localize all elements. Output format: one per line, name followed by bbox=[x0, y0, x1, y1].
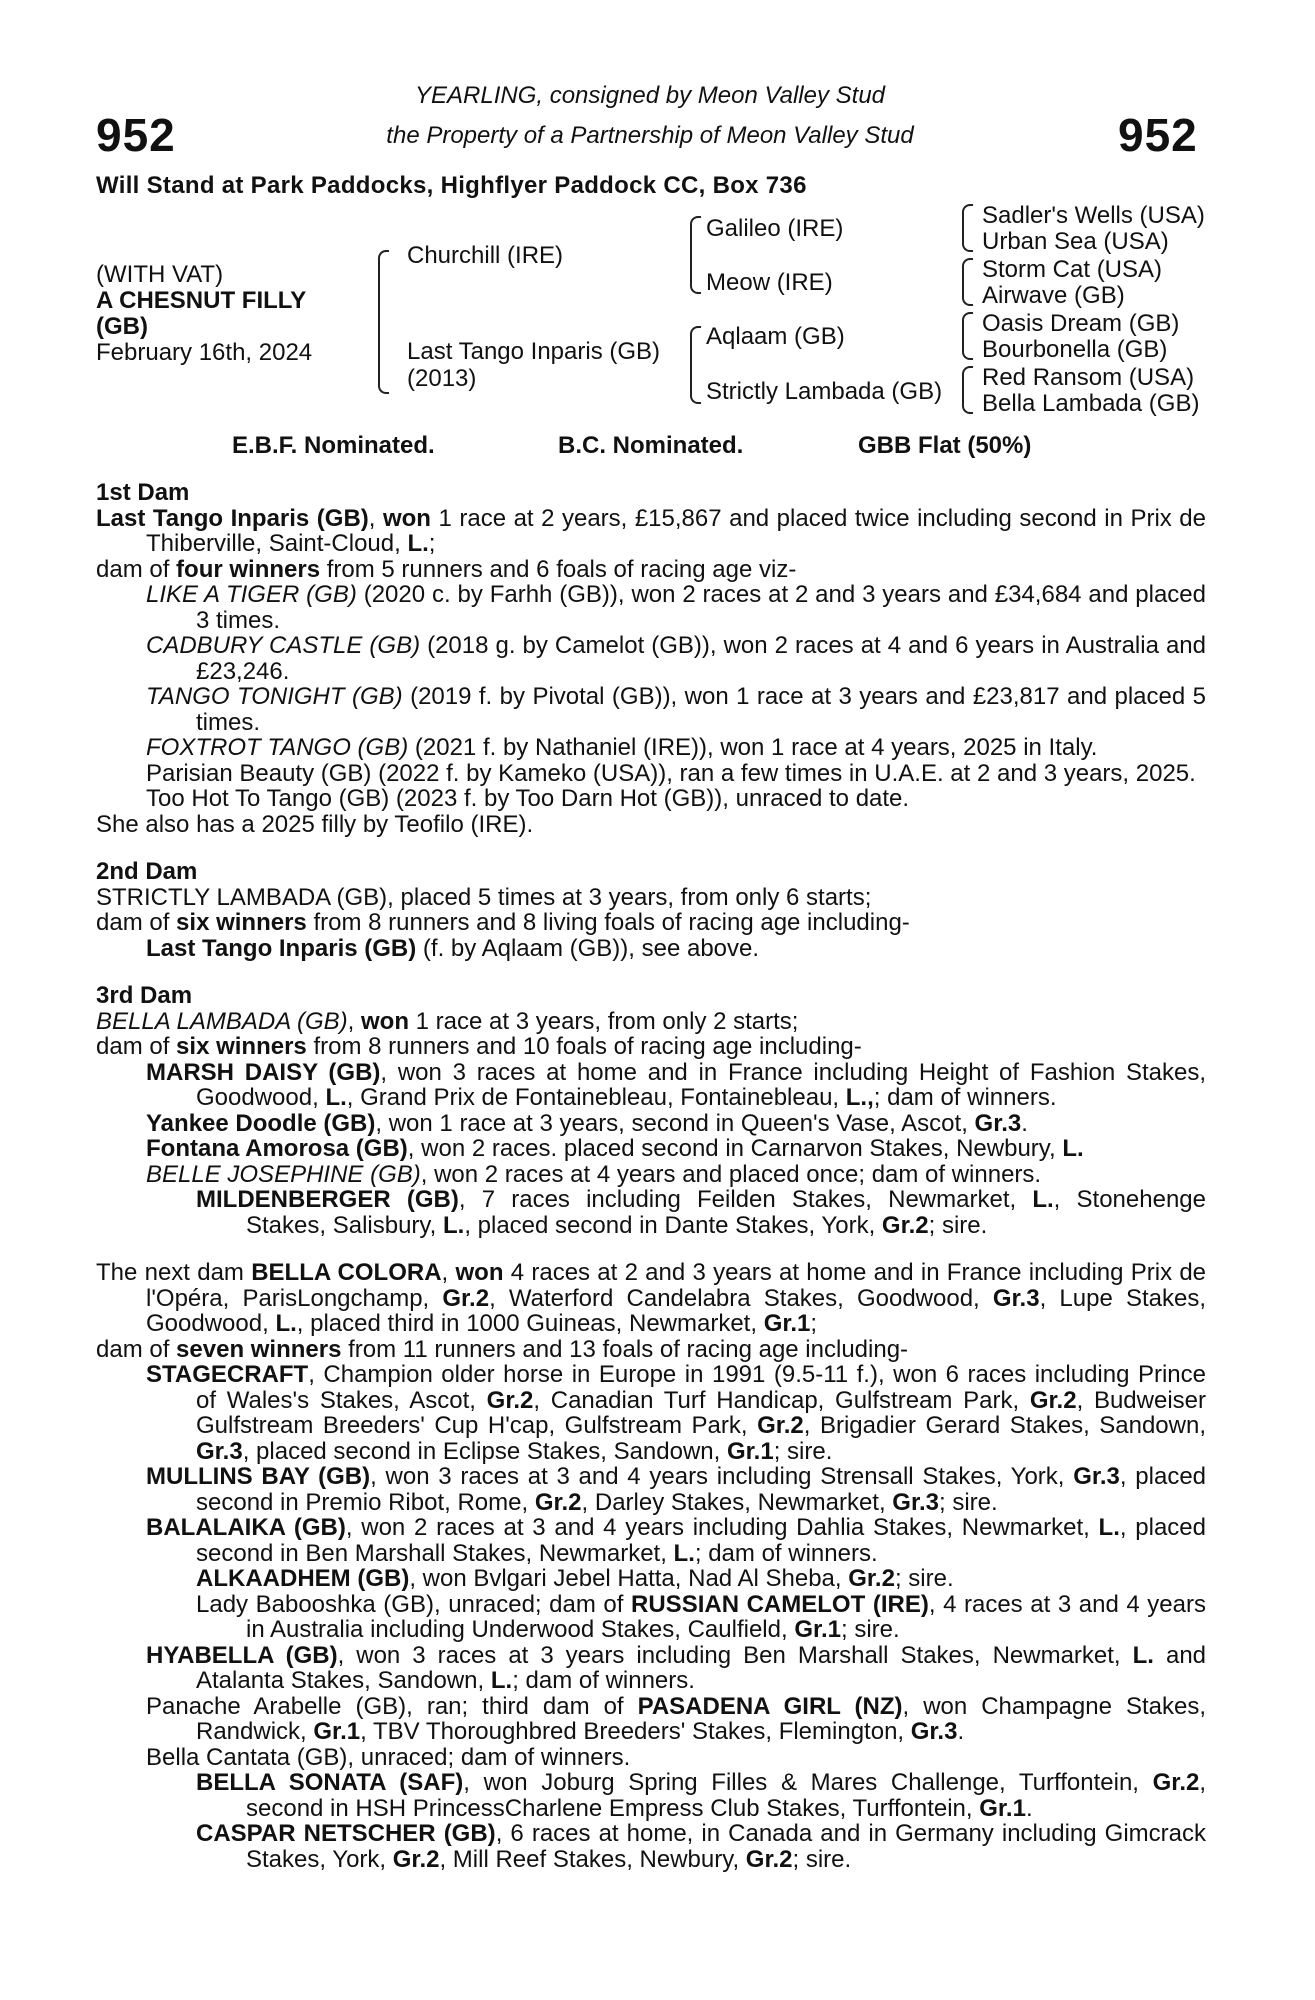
produce-item: MULLINS BAY (GB), won 3 races at 3 and 4 years including Strensall Stakes, York, Gr.3, placed second in Premio Ribot, Rome, Gr.2, Darley Stakes, Newmarket, Gr.3; sire. bbox=[146, 1463, 1207, 1516]
lot-number-left: 952 bbox=[96, 109, 176, 161]
dam-dam: Strictly Lambada (GB) bbox=[706, 378, 943, 405]
second-dam-produce-summary: dam of six winners from 8 runners and 8 living foals of racing age including- bbox=[96, 909, 910, 936]
consignment-line-2: the Property of a Partnership of Meon Valley Stud bbox=[386, 122, 914, 149]
foaling-date: February 16th, 2024 bbox=[96, 339, 313, 366]
g3-1: Sadler's Wells (USA) bbox=[982, 202, 1205, 229]
produce-item: TANGO TONIGHT (GB) (2019 f. by Pivotal (GB)), won 1 race at 3 years and £23,817 and placed 5 times. bbox=[146, 683, 1207, 736]
consignment-line-1: YEARLING, consigned by Meon Valley Stud bbox=[414, 82, 886, 109]
dam-year: (2013) bbox=[407, 365, 477, 392]
third-dam-record: BELLA LAMBADA (GB), won 1 race at 3 years, from only 2 starts; bbox=[96, 1007, 799, 1035]
third-dam-produce-summary: dam of six winners from 8 runners and 10 foals of racing age including- bbox=[96, 1033, 862, 1060]
second-dam-heading: 2nd Dam bbox=[96, 858, 198, 885]
g3-brace-4 bbox=[962, 366, 973, 414]
sire-parents-brace bbox=[690, 216, 701, 294]
produce-item: STAGECRAFT, Champion older horse in Europe in 1991 (9.5-11 f.), won 6 races including Prince of Wales's Stakes, Ascot, Gr.2, Canadian Turf Handicap, Gulfstream Park, Gr.2, Budweiser Gulfstream Breeders' Cup H'cap, Gulfstream Park, Gr.2, Brigadier Gerard Stakes, Sandown, Gr.3, placed second in Eclipse Stakes, Sandown, Gr.1; sire. bbox=[146, 1361, 1206, 1465]
sire-dam-brace bbox=[378, 250, 389, 394]
third-dam-heading: 3rd Dam bbox=[96, 982, 193, 1009]
sire: Churchill (IRE) bbox=[407, 242, 564, 269]
produce-item: CASPAR NETSCHER (GB), 6 races at home, in Canada and in Germany including Gimcrack Stakes, York, Gr.2, Mill Reef Stakes, Newbury, Gr.2; sire. bbox=[196, 1820, 1206, 1873]
g3-3: Storm Cat (USA) bbox=[982, 256, 1163, 283]
produce-item: BALALAIKA (GB), won 2 races at 3 and 4 years including Dahlia Stakes, Newmarket, L., placed second in Ben Marshall Stakes, Newmarket, L.; dam of winners. bbox=[146, 1514, 1206, 1567]
stand-location: Will Stand at Park Paddocks, Highflyer Paddock CC, Box 736 bbox=[96, 172, 807, 199]
g3-7: Red Ransom (USA) bbox=[982, 364, 1195, 391]
sire-dam: Meow (IRE) bbox=[706, 269, 833, 296]
produce-item: FOXTROT TANGO (GB) (2021 f. by Nathaniel (IRE)), won 1 race at 4 years, 2025 in Italy. bbox=[146, 734, 1098, 761]
first-dam-produce-summary: dam of four winners from 5 runners and 6 foals of racing age viz- bbox=[96, 555, 797, 583]
produce-item: BELLA SONATA (SAF), won Joburg Spring Filles & Mares Challenge, Turffontein, Gr.2, second in HSH PrincessCharlene Empress Club Stakes, Turffontein, Gr.1. bbox=[196, 1769, 1207, 1822]
bc-nomination: B.C. Nominated. bbox=[558, 432, 744, 459]
first-dam-record: Last Tango Inparis (GB), won 1 race at 2 years, £15,867 and placed twice including second in Prix de Thiberville, Saint-Cloud, L.; bbox=[96, 504, 1207, 557]
produce-item: Yankee Doodle (GB), won 1 race at 3 years, second in Queen's Vase, Ascot, Gr.3. bbox=[146, 1109, 1028, 1137]
horse-name: A CHESNUT FILLY bbox=[96, 287, 307, 314]
g3-brace-3 bbox=[962, 312, 973, 360]
produce-item: Fontana Amorosa (GB), won 2 races. placed second in Carnarvon Stakes, Newbury, L. bbox=[146, 1135, 1084, 1162]
first-dam-heading: 1st Dam bbox=[96, 479, 190, 506]
next-dam-record: The next dam BELLA COLORA, won 4 races at 2 and 3 years at home and in France including Prix de l'Opéra, ParisLongchamp, Gr.2, Waterford Candelabra Stakes, Goodwood, Gr.3, Lupe Stakes, Goodwood, L., placed third in 1000 Guineas, Newmarket, Gr.1; bbox=[96, 1259, 1207, 1337]
g3-4: Airwave (GB) bbox=[982, 282, 1125, 309]
produce-item: ALKAADHEM (GB), won Bvlgari Jebel Hatta, Nad Al Sheba, Gr.2; sire. bbox=[196, 1565, 954, 1592]
produce-item: Lady Babooshka (GB), unraced; dam of RUSSIAN CAMELOT (IRE), 4 races at 3 and 4 years in Australia including Underwood Stakes, Caulfield, Gr.1; sire. bbox=[196, 1590, 1206, 1643]
g3-2: Urban Sea (USA) bbox=[982, 228, 1169, 255]
produce-item: Parisian Beauty (GB) (2022 f. by Kameko (USA)), ran a few times in U.A.E. at 2 and 3 years, 2025. bbox=[146, 759, 1196, 787]
lot-number-right: 952 bbox=[1118, 109, 1198, 161]
next-dam-produce-summary: dam of seven winners from 11 runners and 13 foals of racing age including- bbox=[96, 1335, 909, 1363]
produce-item: CADBURY CASTLE (GB) (2018 g. by Camelot (GB)), won 2 races at 4 and 6 years in Australia and £23,246. bbox=[146, 632, 1206, 685]
dam: Last Tango Inparis (GB) bbox=[407, 338, 661, 365]
produce-item: Panache Arabelle (GB), ran; third dam of PASADENA GIRL (NZ), won Champagne Stakes, Randwick, Gr.1, TBV Thoroughbred Breeders' Stakes, Flemington, Gr.3. bbox=[146, 1692, 1207, 1745]
second-dam-record: STRICTLY LAMBADA (GB), placed 5 times at 3 years, from only 6 starts; bbox=[96, 883, 872, 911]
produce-item: MARSH DAISY (GB), won 3 races at home and in France including Height of Fashion Stakes, Goodwood, L., Grand Prix de Fontainebleau, Fontainebleau, L.,; dam of winners. bbox=[146, 1058, 1207, 1111]
first-dam-also: She also has a 2025 filly by Teofilo (IRE). bbox=[96, 810, 534, 838]
g3-8: Bella Lambada (GB) bbox=[982, 390, 1200, 417]
produce-item: Last Tango Inparis (GB) (f. by Aqlaam (GB)), see above. bbox=[146, 934, 760, 962]
produce-item: BELLE JOSEPHINE (GB), won 2 races at 4 years and placed once; dam of winners. bbox=[146, 1160, 1042, 1188]
ebf-nomination: E.B.F. Nominated. bbox=[232, 432, 435, 459]
g3-6: Bourbonella (GB) bbox=[982, 336, 1168, 363]
vat-note: (WITH VAT) bbox=[96, 261, 224, 288]
dam-parents-brace bbox=[690, 326, 701, 404]
g3-5: Oasis Dream (GB) bbox=[982, 310, 1180, 337]
sire-sire: Galileo (IRE) bbox=[706, 215, 844, 242]
produce-item: LIKE A TIGER (GB) (2020 c. by Farhh (GB)), won 2 races at 2 and 3 years and £34,684 and placed 3 times. bbox=[146, 581, 1206, 634]
dam-sire: Aqlaam (GB) bbox=[706, 323, 845, 350]
catalogue-body bbox=[96, 480, 1206, 1872]
horse-name-country: (GB) bbox=[96, 313, 148, 340]
produce-item: MILDENBERGER (GB), 7 races including Feilden Stakes, Newmarket, L., Stonehenge Stakes, Salisbury, L., placed second in Dante Stakes, York, Gr.2; sire. bbox=[196, 1186, 1206, 1239]
gbb-flat: GBB Flat (50%) bbox=[858, 432, 1032, 459]
produce-item: Too Hot To Tango (GB) (2023 f. by Too Darn Hot (GB)), unraced to date. bbox=[146, 785, 910, 812]
g3-brace-2 bbox=[962, 258, 973, 306]
g3-brace-1 bbox=[962, 204, 973, 252]
produce-item: Bella Cantata (GB), unraced; dam of winners. bbox=[146, 1743, 631, 1771]
produce-item: HYABELLA (GB), won 3 races at 3 years including Ben Marshall Stakes, Newmarket, L. and Atalanta Stakes, Sandown, L.; dam of winners. bbox=[146, 1641, 1207, 1694]
